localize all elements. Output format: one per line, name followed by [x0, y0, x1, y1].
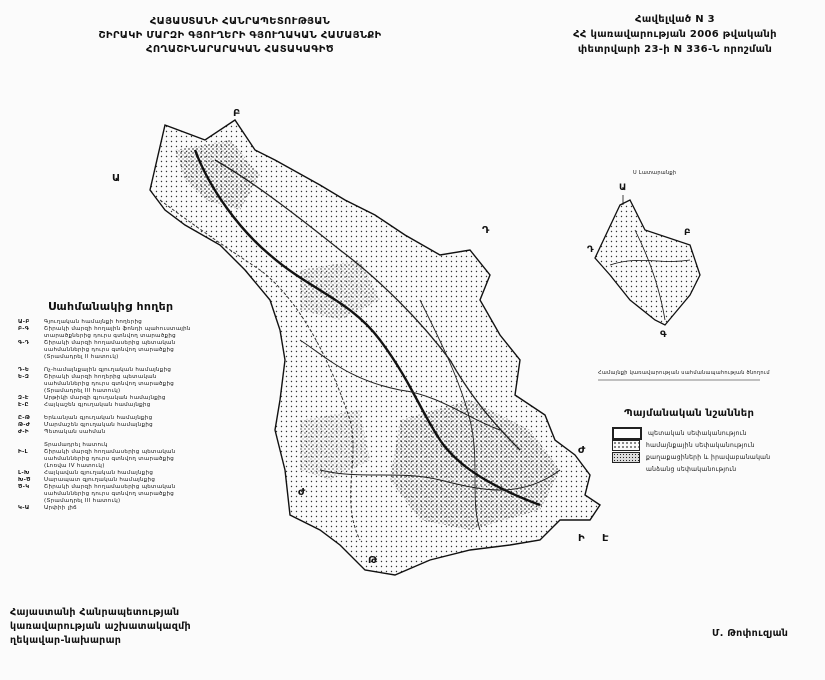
- adjacent-land-text: Շիրակի մարզի հողամասերից պետական: [44, 340, 176, 346]
- adjacent-land-text: Շիրակի մարզի հողերից պետական: [44, 374, 157, 380]
- swatch-private-property: [612, 452, 640, 463]
- adjacent-land-code: Բ-Գ: [18, 326, 30, 332]
- adjacent-land-text: (Տրամադրել II հատուկ): [44, 354, 119, 360]
- adjacent-land-row: [18, 347, 268, 354]
- adjacent-land-row: [18, 402, 268, 409]
- adjacent-land-code: Գ-Դ: [18, 340, 30, 346]
- adjacent-land-text: Հայկաշեն գյուղական համայնքից: [44, 402, 151, 408]
- adjacent-land-code: [18, 442, 40, 449]
- adjacent-land-code: [18, 333, 40, 340]
- map-letter-top: Բ: [233, 108, 241, 119]
- adjacent-land-text: Տրամադրել հատուկ: [44, 442, 108, 448]
- adjacent-land-text: սահմաններից դուրս գտնվող տարածքից: [44, 347, 175, 353]
- adjacent-land-text: Ոչ-համայնքային գյուղական համայնքից: [44, 367, 172, 373]
- adjacent-land-code: Լ-Խ: [18, 470, 30, 476]
- title-line-1: ՀԱՅԱՍՏԱՆԻ ՀԱՆՐԱՊԵՏՈՒԹՅԱՆ: [149, 16, 331, 27]
- adjacent-land-code: Ժ-Ի: [18, 429, 29, 435]
- adjacent-land-row: [18, 463, 268, 470]
- adjacent-land-code: [18, 388, 40, 395]
- adjacent-land-code: Թ-Ժ: [18, 422, 31, 428]
- map-letter-bottom-right-2: Է: [602, 533, 609, 544]
- adjacent-land-row: [18, 367, 268, 374]
- swatch-community-property: [612, 440, 640, 451]
- legend-item-private-cont: [612, 463, 812, 475]
- adjacent-land-row: [18, 484, 268, 491]
- map-letter-bottom-right-1: Ի: [578, 533, 585, 544]
- map-letter-bottom: Թ: [368, 555, 378, 566]
- adjacent-land-row: [18, 326, 268, 333]
- inset-letter-b: Բ: [684, 228, 691, 238]
- adjacent-land-code: [18, 491, 40, 498]
- adjacent-land-code: Կ-Ա: [18, 505, 30, 511]
- adjacent-land-code: Է-Ը: [18, 402, 29, 408]
- adjacent-land-code: Զ-Է: [18, 395, 29, 401]
- title-line-3: ՀՈՂԱՇԻՆԱՐԱՐԱԿԱՆ ՀԱՏԱԿԱԳԻԾ: [146, 44, 334, 55]
- signature-block-left: [10, 606, 191, 648]
- adjacent-lands-legend: [18, 300, 268, 512]
- adjacent-land-code: Ի-Լ: [18, 449, 28, 455]
- signature-line-3: ղեկավար-նախարար: [10, 635, 122, 646]
- adjacent-land-row: [18, 381, 268, 388]
- legend-label-state: պետական սեփականություն: [648, 429, 747, 437]
- inset-letter-a: Ա: [619, 183, 627, 193]
- adjacent-land-code: Դ-Ե: [18, 367, 30, 373]
- signature-name: Մ. Թոփուզյան: [712, 628, 789, 639]
- adjacent-land-text: Երևանյան գյուղական համայնքից: [44, 415, 153, 421]
- adjacent-land-text: Մարմաշեն գյուղական համայնքից: [44, 422, 153, 428]
- adjacent-land-code: Ծ-Կ: [18, 484, 30, 490]
- annex-line-2: ՀՀ կառավարության 2006 թվականի: [573, 29, 777, 40]
- swatch-state-property: [612, 427, 642, 440]
- adjacent-land-text: (Տրամադրել III հատուկ): [44, 388, 121, 394]
- map-letter-left: Ա: [112, 173, 121, 184]
- adjacent-land-code: [18, 498, 40, 505]
- adjacent-land-row: [18, 374, 268, 381]
- adjacent-land-code: [18, 456, 40, 463]
- adjacent-land-text: Պետական սահման: [44, 429, 106, 435]
- adjacent-land-text: (Տրամադրել III հատուկ): [44, 498, 121, 504]
- adjacent-land-row: [18, 442, 268, 449]
- adjacent-land-row: [18, 422, 268, 429]
- adjacent-land-text: Շիրակի մարզի հողային ֆոնդի պահուստային: [44, 326, 191, 332]
- conventional-signs-heading: Պայմանական նշաններ: [624, 408, 755, 419]
- legend-item-private: [612, 451, 812, 463]
- adjacent-land-text: Գյուղական համայնքի հողերից: [44, 319, 143, 325]
- adjacent-land-text: Արփիի լիճ: [44, 505, 77, 511]
- adjacent-land-row: [18, 470, 268, 477]
- adjacent-land-row: [18, 333, 268, 340]
- inset-title: Ս Լատարանքի: [633, 170, 677, 176]
- adjacent-land-text: սահմաններից դուրս գտնվող տարածքից: [44, 456, 175, 462]
- signature-line-1: Հայաստանի Հանրապետության: [10, 607, 180, 618]
- conventional-signs-legend: [612, 408, 812, 475]
- map-letter-lower-left: Ժ: [298, 487, 306, 498]
- adjacent-land-row: [18, 429, 268, 436]
- adjacent-land-code: [18, 347, 40, 354]
- adjacent-land-code: [18, 381, 40, 388]
- legend-label-private: քաղաքացիների և իրավաբանական: [646, 453, 771, 461]
- adjacent-land-text: Շիրակի մարզի հողամասերից պետական: [44, 449, 176, 455]
- adjacent-land-code: [18, 463, 40, 470]
- legend-label-community: համայնքային սեփականություն: [646, 441, 755, 449]
- adjacent-land-text: սահմաններից դուրս գտնվող տարածքից: [44, 491, 175, 497]
- inset-letter-d: Դ: [587, 245, 594, 255]
- adjacent-land-row: [18, 477, 268, 484]
- adjacent-land-text: Արթիկի մարզի գյուղական համայնքից: [44, 395, 166, 401]
- adjacent-land-text: տարածքներից դուրս գտնվող տարածքից: [44, 333, 176, 339]
- adjacent-land-row: [18, 456, 268, 463]
- adjacent-land-row: [18, 505, 268, 512]
- adjacent-land-code: Ա-Բ: [18, 319, 30, 325]
- scale-caption: Համայնքի կառավարության սահմանապահության ծնողում: [598, 370, 770, 376]
- legend-item-state: [612, 427, 812, 439]
- adjacent-land-text: (Լոռվա IV հատուկ): [44, 463, 105, 469]
- adjacent-land-row: [18, 388, 268, 395]
- annex-line-1: Հավելված N 3: [635, 14, 715, 25]
- adjacent-land-row: [18, 498, 268, 505]
- adjacent-land-row: [18, 415, 268, 422]
- legend-item-community: [612, 439, 812, 451]
- map-letter-right: Ժ: [578, 445, 586, 456]
- adjacent-land-text: Հայկավան գյուղական համայնքից: [44, 470, 154, 476]
- title-line-2: ՇԻՐԱԿԻ ՄԱՐԶԻ ԳՅՈՒՂԵՐԻ ԳՅՈՒՂԱԿԱՆ ՀԱՄԱՅՆՔԻ: [98, 30, 382, 41]
- adjacent-land-code: [18, 354, 40, 361]
- inset-outline: [595, 200, 700, 325]
- adjacent-land-row: [18, 491, 268, 498]
- adjacent-land-code: Խ-Ծ: [18, 477, 31, 483]
- adjacent-lands-heading: Սահմանակից հողեր: [48, 300, 174, 313]
- adjacent-land-row: [18, 340, 268, 347]
- adjacent-land-row: [18, 395, 268, 402]
- legend-label-private-cont: անձանց սեփականություն: [646, 465, 737, 473]
- inset-letter-c: Գ: [660, 330, 667, 340]
- adjacent-land-text: Շիրակի մարզի հողամասերից պետական: [44, 484, 176, 490]
- adjacent-land-text: սահմաններից դուրս գտնվող տարածքից: [44, 381, 175, 387]
- map-letter-upper-right: Դ: [482, 225, 490, 236]
- adjacent-land-code: Ը-Թ: [18, 415, 31, 421]
- adjacent-land-row: [18, 449, 268, 456]
- adjacent-land-code: Ե-Զ: [18, 374, 30, 380]
- signature-line-2: կառավարության աշխատակազմի: [10, 621, 191, 632]
- adjacent-land-row: [18, 354, 268, 361]
- annex-line-3: փետրվարի 23-ի N 336-Ն որոշման: [577, 44, 773, 55]
- adjacent-land-row: [18, 319, 268, 326]
- adjacent-land-text: Սարապատ գյուղական համայնքից: [44, 477, 156, 483]
